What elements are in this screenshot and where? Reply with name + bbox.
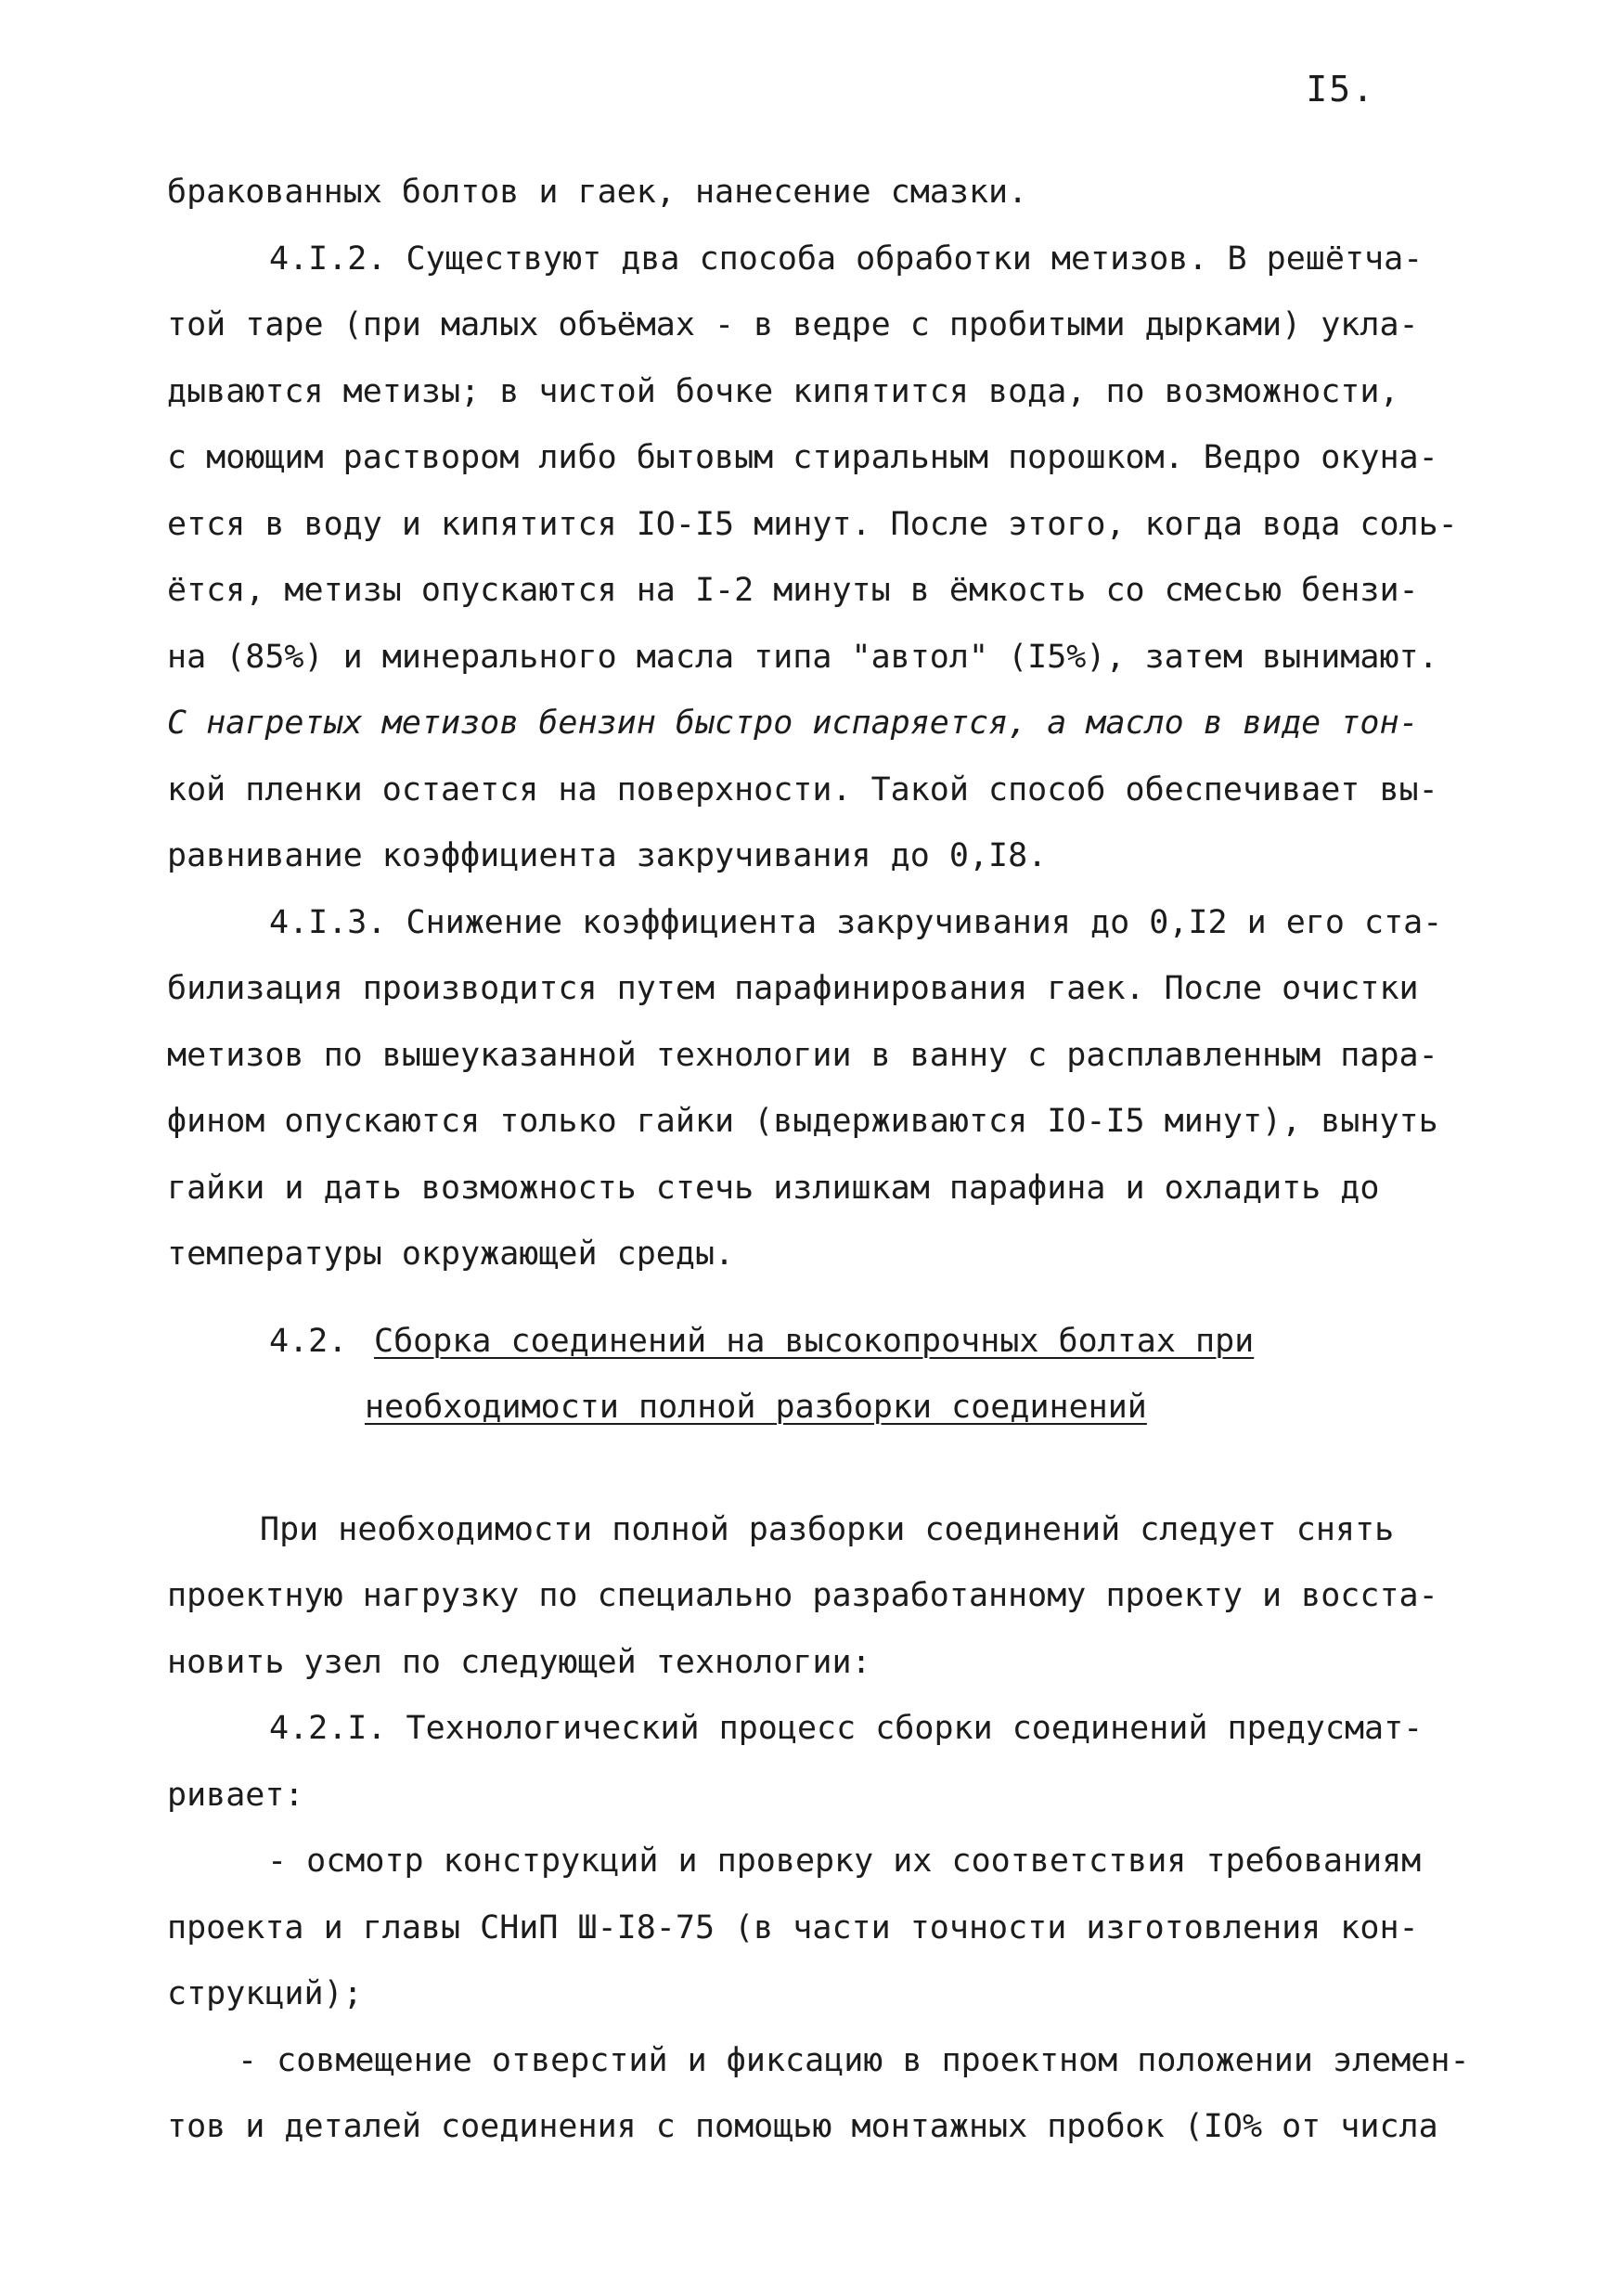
heading-line: [167, 1309, 1485, 1376]
text-line: той таре (при малых объёмах - в ведре с пробитыми дырками) укла-: [167, 306, 1419, 343]
text-line: 4.2.I. Технологический процесс сборки соединений предусмат-: [269, 1710, 1424, 1747]
text-line: метизов по вышеуказанной технологии в ванну с расплавленным пара-: [167, 1036, 1438, 1074]
text-line: кой пленки остается на поверхности. Такой способ обеспечивает вы-: [167, 770, 1438, 808]
text-line: проектную нагрузку по специально разработанному проекту и восста-: [167, 1577, 1438, 1614]
heading-title-line-1: Сборка соединений на высокопрочных болтах при: [374, 1322, 1255, 1360]
text-line: - осмотр конструкций и проверку их соответствия требованиям: [267, 1843, 1422, 1880]
text-line: дываются метизы; в чистой бочке кипятится вода, по возможности,: [167, 372, 1399, 410]
text-line: струкций);: [167, 1975, 363, 2012]
text-line: ётся, метизы опускаются на I-2 минуты в ёмкость со смесью бензи-: [167, 572, 1419, 609]
list-item-inspection: [167, 1829, 1485, 2028]
text-line: При необходимости полной разборки соединений следует снять: [260, 1510, 1395, 1548]
document-body: [167, 160, 1485, 2161]
text-line: - совмещение отверстий и фиксацию в проектном положении элемен-: [238, 2041, 1470, 2079]
paragraph-intro-4-2: [167, 1497, 1485, 1697]
text-line: на (85%) и минерального масла типа "автол" (I5%), затем вынимают.: [167, 638, 1438, 676]
text-line: бракованных болтов и гаек, нанесение смазки.: [167, 174, 1028, 211]
text-line: температуры окружающей среды.: [167, 1235, 735, 1273]
text-line: равнивание коэффициента закручивания до 0,I8.: [167, 837, 1048, 874]
page-number: I5.: [1306, 69, 1375, 110]
section-heading-4-2: [167, 1309, 1485, 1442]
text-line: ривает:: [167, 1776, 304, 1814]
heading-line: [167, 1375, 1485, 1442]
text-line: тов и деталей соединения с помощью монтажных пробок (IO% от числа: [167, 2108, 1438, 2145]
text-line: 4.I.2. Существуют два способа обработки метизов. В решётча-: [269, 239, 1424, 278]
text-line: фином опускаются только гайки (выдерживаются IO-I5 минут), вынуть: [167, 1103, 1438, 1140]
paragraph-4-2-1: [167, 1696, 1485, 1829]
paragraph-4-1-3: [167, 890, 1485, 1288]
paragraph-continuation: [167, 160, 1485, 226]
text-line: ется в воду и кипятится IO-I5 минут. После этого, когда вода соль-: [167, 505, 1458, 543]
text-line: С нагретых метизов бензин быстро испаряется, а масло в виде тон-: [167, 705, 1419, 742]
text-line: 4.I.3. Снижение коэффициента закручивания до 0,I2 и его ста-: [269, 903, 1443, 941]
text-line: билизация производится путем парафинирования гаек. После очистки: [167, 970, 1419, 1007]
text-line: проекта и главы СНиП Ш-I8-75 (в части точности изготовления кон-: [167, 1908, 1419, 1946]
text-line: гайки и дать возможность стечь излишкам парафина и охладить до: [167, 1169, 1380, 1207]
spacer: [167, 1288, 1485, 1309]
paragraph-4-1-2: [167, 226, 1485, 890]
text-line: с моющим раствором либо бытовым стиральным порошком. Ведро окуна-: [167, 439, 1438, 476]
heading-number: 4.2.: [269, 1322, 348, 1360]
list-item-alignment: [167, 2028, 1485, 2161]
heading-title-line-2: необходимости полной разборки соединений: [365, 1389, 1147, 1426]
text-line: новить узел по следующей технологии:: [167, 1643, 871, 1681]
spacer: [167, 1442, 1485, 1497]
